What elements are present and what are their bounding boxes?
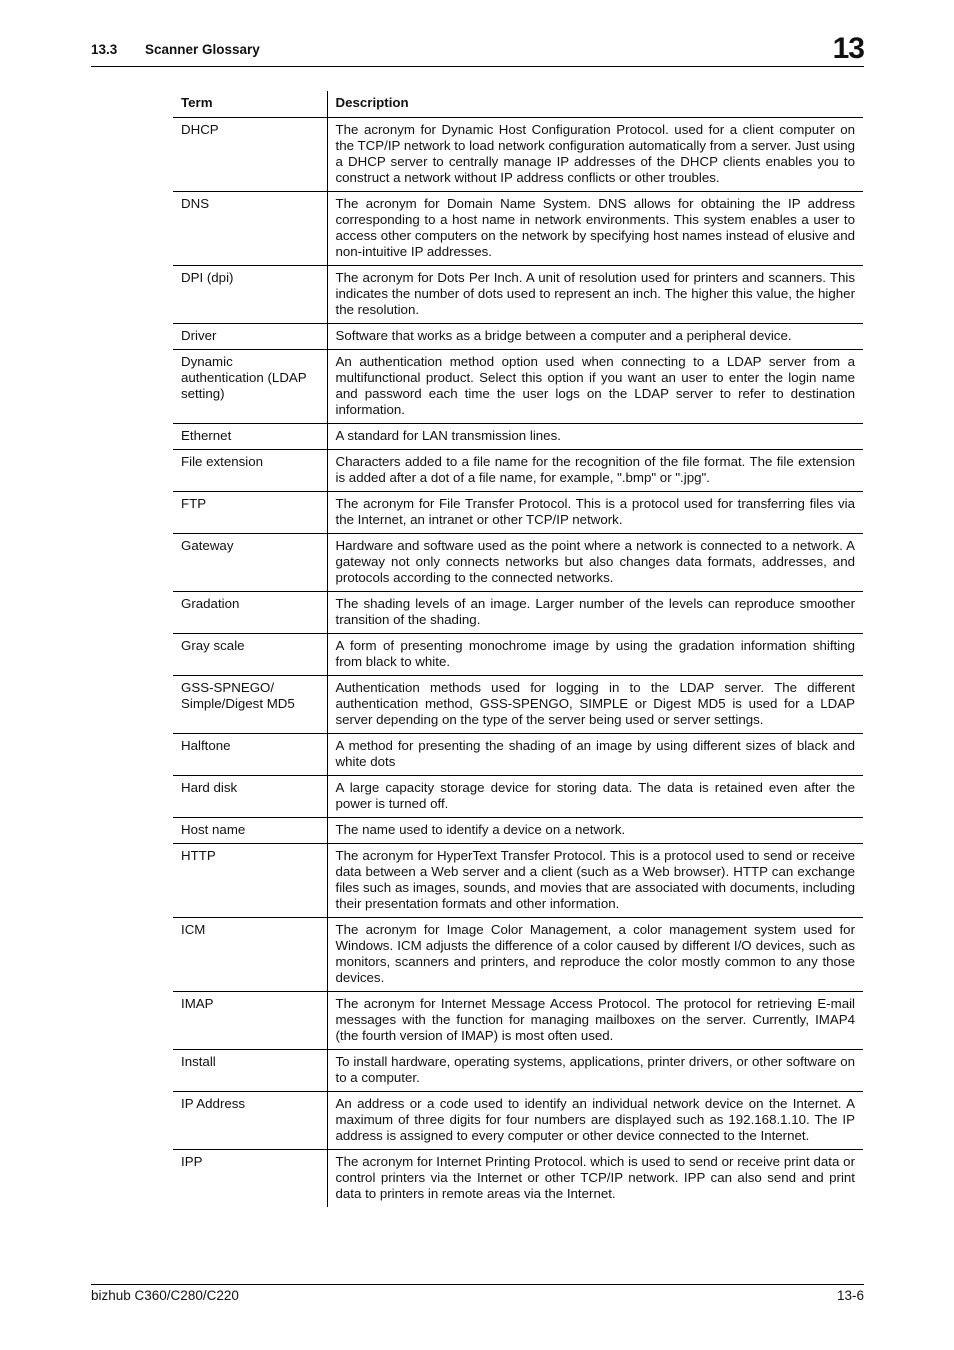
product-name: bizhub C360/C280/C220 bbox=[91, 1288, 239, 1303]
term-cell: FTP bbox=[173, 492, 327, 534]
term-cell: HTTP bbox=[173, 844, 327, 918]
description-cell: An address or a code used to identify an individual network device on the Internet. A maximum of three digits for four numbers are displayed such as 192.168.1.10. The IP address is assigned to every computer or other device connected to the Internet. bbox=[335, 1096, 855, 1143]
table-header-row bbox=[173, 91, 863, 118]
description-cell: The acronym for Domain Name System. DNS allows for obtaining the IP address corresponding to a host name in network environments. This system enables a user to access other computers on the network by specifying host names instead of elusive and non-intuitive IP addresses. bbox=[335, 196, 855, 259]
term-cell: File extension bbox=[173, 450, 327, 492]
table-row bbox=[173, 534, 863, 592]
table-row bbox=[173, 266, 863, 324]
description-cell: A method for presenting the shading of an image by using different sizes of black and white dots bbox=[335, 738, 855, 769]
description-cell: Hardware and software used as the point where a network is connected to a network. A gateway not only connects networks but also changes data formats, addresses, and protocols according to the connected networks. bbox=[335, 538, 855, 585]
table-row bbox=[173, 992, 863, 1050]
term-cell: Halftone bbox=[173, 734, 327, 776]
table-row bbox=[173, 424, 863, 450]
page-number: 13-6 bbox=[836, 1288, 864, 1303]
description-cell: The acronym for Dynamic Host Configuration Protocol. used for a client computer on the TCP/IP network to load network configuration automatically from a server. Just using a DHCP server to centrally manage IP addresses of the DHCP clients enables you to construct a network without IP address conflicts or other troubles. bbox=[335, 122, 855, 185]
term-cell: Gateway bbox=[173, 534, 327, 592]
table-row bbox=[173, 1050, 863, 1092]
description-cell: The acronym for Internet Message Access Protocol. The protocol for retrieving E-mail messages with the function for managing mailboxes on the server. Currently, IMAP4 (the fourth version of IMAP) is most often used. bbox=[335, 996, 855, 1043]
table-row bbox=[173, 592, 863, 634]
table-row bbox=[173, 634, 863, 676]
term-cell: DNS bbox=[173, 192, 327, 266]
description-cell: The name used to identify a device on a network. bbox=[335, 822, 626, 837]
column-header-term: Term bbox=[173, 91, 327, 118]
chapter-number: 13 bbox=[832, 32, 864, 65]
description-cell: Authentication methods used for logging in to the LDAP server. The different authentication method, GSS-SPENGO, SIMPLE or Digest MD5 is used for a LDAP server depending on the type of the server being used or server settings. bbox=[335, 680, 855, 727]
term-cell: Gray scale bbox=[173, 634, 327, 676]
table-row bbox=[173, 350, 863, 424]
description-cell: To install hardware, operating systems, applications, printer drivers, or other software on to a computer. bbox=[335, 1054, 855, 1085]
term-cell: IMAP bbox=[173, 992, 327, 1050]
table-row bbox=[173, 844, 863, 918]
table-row bbox=[173, 450, 863, 492]
table-row bbox=[173, 918, 863, 992]
term-cell: Ethernet bbox=[173, 424, 327, 450]
description-cell: The acronym for File Transfer Protocol. This is a protocol used for transferring files via the Internet, an intranet or other TCP/IP network. bbox=[335, 496, 855, 527]
description-cell: The acronym for HyperText Transfer Protocol. This is a protocol used to send or receive data between a Web server and a client (such as a Web browser). HTTP can exchange files such as images, sounds, and movies that are associated with documents, including their presentation formats and other information. bbox=[335, 848, 855, 911]
description-cell: The acronym for Dots Per Inch. A unit of resolution used for printers and scanners. This indicates the number of dots used to represent an inch. The higher this value, the higher the resolution. bbox=[335, 270, 855, 317]
table-row bbox=[173, 1150, 863, 1208]
glossary-table bbox=[173, 91, 863, 1207]
table-row bbox=[173, 776, 863, 818]
table-row bbox=[173, 734, 863, 776]
section-number: 13.3 bbox=[91, 42, 118, 57]
description-cell: A standard for LAN transmission lines. bbox=[335, 428, 561, 443]
description-cell: Characters added to a file name for the recognition of the file format. The file extension is added after a dot of a file name, for example, ".bmp" or ".jpg". bbox=[335, 454, 855, 485]
term-cell: GSS-SPNEGO/ Simple/Digest MD5 bbox=[173, 676, 327, 734]
description-cell: The acronym for Internet Printing Protocol. which is used to send or receive print data or control printers via the Internet or other TCP/IP network. IPP can also send and print data to printers in remote areas via the Internet. bbox=[335, 1154, 855, 1201]
page-footer bbox=[91, 1284, 864, 1309]
table-row bbox=[173, 818, 863, 844]
table-row bbox=[173, 118, 863, 192]
term-cell: Gradation bbox=[173, 592, 327, 634]
description-cell: Software that works as a bridge between a computer and a peripheral device. bbox=[335, 328, 792, 343]
term-cell: IPP bbox=[173, 1150, 327, 1208]
term-cell: Driver bbox=[173, 324, 327, 350]
table-row bbox=[173, 1092, 863, 1150]
page-header bbox=[91, 32, 864, 67]
description-cell: The acronym for Image Color Management, a color management system used for Windows. ICM adjusts the difference of a color caused by different I/O devices, such as monitors, scanners and printers, and reproduce the color mostly common to any those devices. bbox=[335, 922, 855, 985]
description-cell: An authentication method option used when connecting to a LDAP server from a multifunctional product. Select this option if you want an user to enter the login name and password each time the user logs on the LDAP server to refer to destination information. bbox=[335, 354, 855, 417]
table-row bbox=[173, 324, 863, 350]
description-cell: A form of presenting monochrome image by using the gradation information shifting from black to white. bbox=[335, 638, 855, 669]
term-cell: DPI (dpi) bbox=[173, 266, 327, 324]
term-cell: Host name bbox=[173, 818, 327, 844]
term-cell: DHCP bbox=[173, 118, 327, 192]
glossary-body bbox=[173, 118, 863, 1208]
term-cell: Dynamic authentication (LDAP setting) bbox=[173, 350, 327, 424]
table-row bbox=[173, 192, 863, 266]
section-title: Scanner Glossary bbox=[145, 42, 260, 57]
term-cell: Hard disk bbox=[173, 776, 327, 818]
table-row bbox=[173, 492, 863, 534]
column-header-description: Description bbox=[335, 95, 409, 110]
description-cell: A large capacity storage device for storing data. The data is retained even after the power is turned off. bbox=[335, 780, 855, 811]
term-cell: ICM bbox=[173, 918, 327, 992]
table-row bbox=[173, 676, 863, 734]
term-cell: Install bbox=[173, 1050, 327, 1092]
term-cell: IP Address bbox=[173, 1092, 327, 1150]
description-cell: The shading levels of an image. Larger number of the levels can reproduce smoother transition of the shading. bbox=[335, 596, 855, 627]
